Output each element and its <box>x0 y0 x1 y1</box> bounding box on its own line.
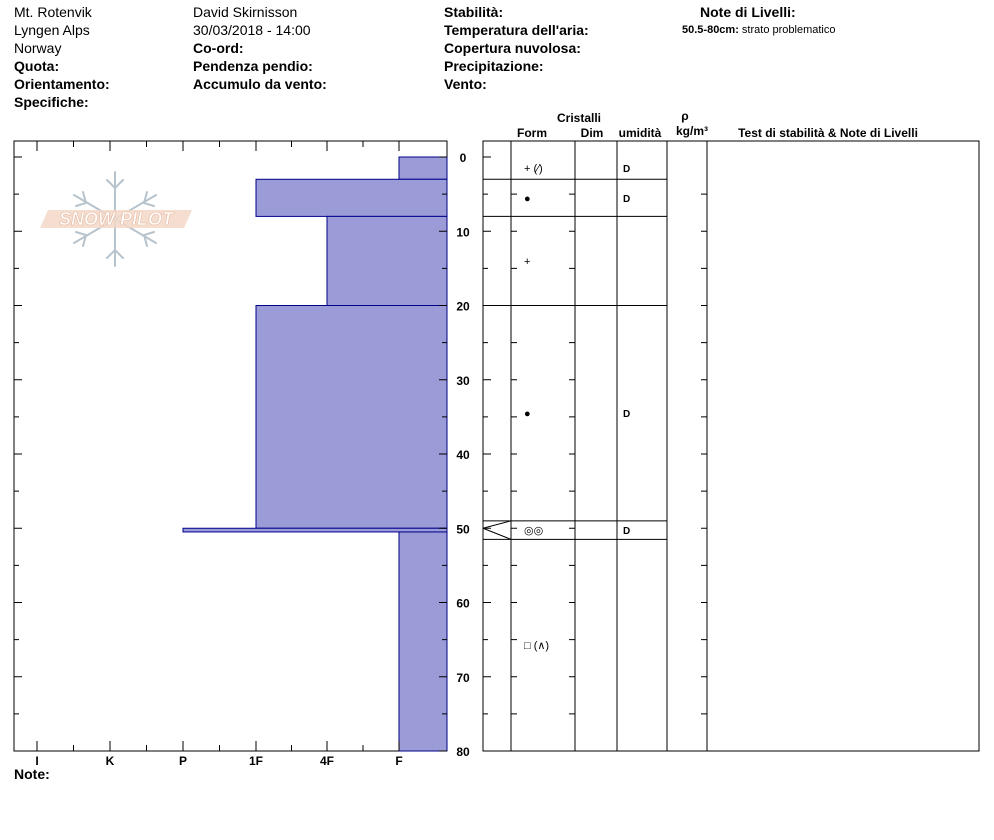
wind-label: Vento: <box>444 76 487 92</box>
tests-header: Test di stabilità & Note di Livelli <box>738 126 918 140</box>
coord-label: Co-ord: <box>193 40 244 56</box>
wind-loading-label: Accumulo da vento: <box>193 76 327 92</box>
snowpilot-logo <box>40 172 192 266</box>
grain-form-symbol: + <box>524 255 531 268</box>
hardness-tick-label: 4F <box>319 754 335 768</box>
hardness-bars <box>183 157 447 751</box>
hardness-tick-label: I <box>35 754 39 768</box>
precip-label: Precipitazione: <box>444 58 544 74</box>
grain-form-symbol: + (⁄) <box>524 163 543 176</box>
grain-form-symbol: □ (∧) <box>524 640 550 653</box>
form-header: Form <box>517 126 547 140</box>
depth-tick-label: 0 <box>459 151 467 165</box>
grain-form-symbol: ◎◎ <box>524 525 544 538</box>
logo-text: SNOW PILOT <box>59 209 173 229</box>
layer-notes-label: Note di Livelli: <box>700 4 796 20</box>
table-ticks <box>511 194 707 714</box>
depth-tick-label: 20 <box>456 299 470 314</box>
grain-form-symbol: ● <box>524 408 531 421</box>
moisture-header: umidità <box>618 126 662 140</box>
range-text: Lyngen Alps <box>14 22 90 38</box>
hardness-bar <box>327 216 447 305</box>
density-symbol: ρ <box>681 109 689 123</box>
grain-moisture-value: D <box>623 193 631 205</box>
location-text: Mt. Rotenvik <box>14 4 92 20</box>
specifics-label: Specifiche: <box>14 94 89 110</box>
observer-text: David Skirnisson <box>193 4 298 20</box>
hardness-tick-label: K <box>105 754 115 768</box>
grain-table-frame <box>483 141 979 751</box>
hardness-bar <box>256 179 447 216</box>
hardness-bar <box>256 306 447 529</box>
grain-moisture-value: D <box>623 526 631 538</box>
air-temp-label: Temperatura dell'aria: <box>444 22 589 38</box>
country-text: Norway <box>14 40 62 56</box>
grain-connectors <box>483 179 511 539</box>
datetime-text: 30/03/2018 - 14:00 <box>193 22 311 38</box>
hardness-bar <box>183 528 447 532</box>
grain-moisture-value: D <box>623 409 631 421</box>
hardness-tick-label: 1F <box>248 754 264 768</box>
depth-tick-label: 60 <box>456 596 470 611</box>
density-unit: kg/m³ <box>675 124 709 138</box>
elevation-label: Quota: <box>14 58 60 74</box>
grain-moisture-value: D <box>623 164 631 176</box>
cloud-cover-label: Copertura nuvolosa: <box>444 40 581 56</box>
depth-tick-label: 40 <box>456 448 470 462</box>
depth-tick-label: 80 <box>456 745 470 759</box>
stability-label: Stabilità: <box>444 4 504 20</box>
depth-tick-label: 30 <box>456 373 470 388</box>
crystals-header: Cristalli <box>556 111 602 125</box>
layer-note-range: 50.5-80cm: <box>682 24 739 36</box>
size-header: Dim <box>580 126 604 140</box>
layer-note-text: strato problematico <box>738 24 836 36</box>
hardness-bar <box>399 532 447 751</box>
grain-form-symbol: ● <box>524 192 531 205</box>
depth-tick-label: 50 <box>456 522 470 537</box>
notes-label: Note: <box>14 766 50 782</box>
hardness-tick-label: P <box>178 754 188 768</box>
slope-label: Pendenza pendio: <box>193 58 313 74</box>
aspect-label: Orientamento: <box>14 76 110 92</box>
grain-connector-wedge <box>483 521 511 540</box>
depth-tick-label: 10 <box>456 225 470 240</box>
depth-tick-label: 70 <box>456 670 470 685</box>
hardness-tick-label: F <box>395 754 403 768</box>
grain-rows <box>511 163 667 652</box>
hardness-bar <box>399 157 447 179</box>
